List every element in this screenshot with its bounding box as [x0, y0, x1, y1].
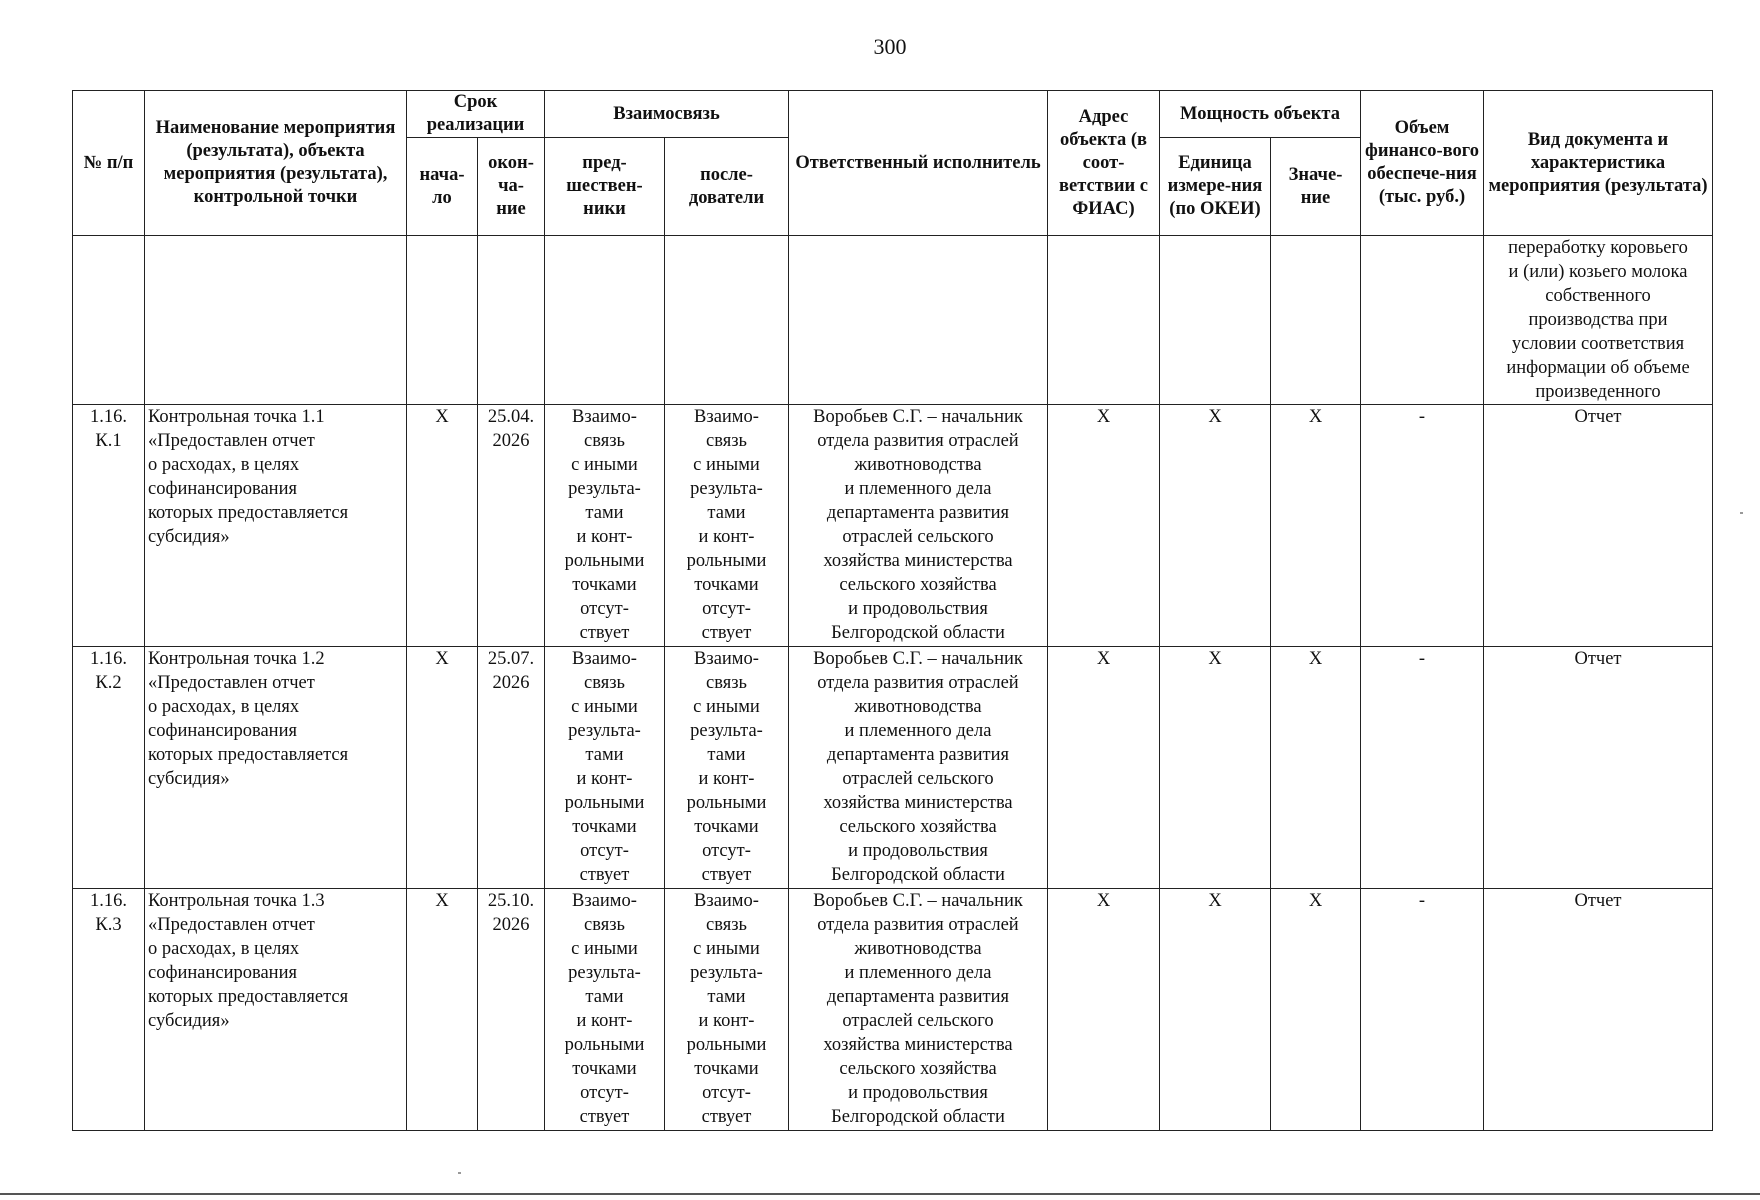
header-period-start: нача- ло [407, 138, 478, 236]
row-predecessors: Взаимо- связь с иными результа- тами и конт- рольными точками отсут- ствует [545, 889, 665, 1131]
row-start: X [407, 889, 478, 1131]
row-end: 25.04. 2026 [478, 405, 545, 647]
row-predecessors: Взаимо- связь с иными результа- тами и конт- рольными точками отсут- ствует [545, 405, 665, 647]
row-doc: Отчет [1484, 889, 1713, 1131]
row-successors: Взаимо- связь с иными результа- тами и конт- рольными точками отсут- ствует [665, 889, 789, 1131]
table-cell [407, 236, 478, 405]
row-end: 25.10. 2026 [478, 889, 545, 1131]
table-cell [1271, 236, 1361, 405]
header-capacity-unit: Единица измере-ния (по ОКЕИ) [1160, 138, 1271, 236]
row-unit: X [1160, 889, 1271, 1131]
row-name: Контрольная точка 1.3 «Предоставлен отчет о расходах, в целях софинансирования которых предоставляется субсидия» [145, 889, 407, 1131]
row-value: X [1271, 889, 1361, 1131]
table-cell [1048, 236, 1160, 405]
header-relation: Взаимосвязь [545, 91, 789, 138]
table-cell [73, 236, 145, 405]
header-relation-successors: после- дователи [665, 138, 789, 236]
row-address: X [1048, 647, 1160, 889]
table-row [73, 889, 1713, 1131]
scan-artifact [458, 1172, 461, 1174]
table-cell [665, 236, 789, 405]
header-responsible: Ответственный исполнитель [789, 91, 1048, 236]
row-unit: X [1160, 647, 1271, 889]
page-number: 300 [873, 34, 907, 59]
header-doc-type: Вид документа и характеристика мероприятия (результата) [1484, 91, 1713, 236]
row-start: X [407, 405, 478, 647]
row-end: 25.07. 2026 [478, 647, 545, 889]
row-num: 1.16. К.1 [73, 405, 145, 647]
row-start: X [407, 647, 478, 889]
header-finance: Объем финансо-вого обеспече-ния (тыс. руб.) [1361, 91, 1484, 236]
header-period: Срок реализации [407, 91, 545, 138]
header-capacity-value: Значе- ние [1271, 138, 1361, 236]
measures-table [72, 90, 1713, 1131]
row-unit: X [1160, 405, 1271, 647]
row-doc: Отчет [1484, 405, 1713, 647]
table-cell [478, 236, 545, 405]
row-address: X [1048, 405, 1160, 647]
header-period-end: окон- ча- ние [478, 138, 545, 236]
row-responsible: Воробьев С.Г. – начальник отдела развития отраслей животноводства и племенного дела департамента развития отраслей сельского хозяйства министерства сельского хозяйства и продовольствия Белгородской области [789, 647, 1048, 889]
table-cell [545, 236, 665, 405]
row-predecessors: Взаимо- связь с иными результа- тами и конт- рольными точками отсут- ствует [545, 647, 665, 889]
table-cell [145, 236, 407, 405]
row-doc: Отчет [1484, 647, 1713, 889]
header-relation-predecessors: пред- шествен- ники [545, 138, 665, 236]
header-capacity: Мощность объекта [1160, 91, 1361, 138]
continuation-row [73, 236, 1713, 405]
row-responsible: Воробьев С.Г. – начальник отдела развития отраслей животноводства и племенного дела департамента развития отраслей сельского хозяйства министерства сельского хозяйства и продовольствия Белгородской области [789, 405, 1048, 647]
row-value: X [1271, 647, 1361, 889]
row-num: 1.16. К.2 [73, 647, 145, 889]
row-name: Контрольная точка 1.2 «Предоставлен отчет о расходах, в целях софинансирования которых предоставляется субсидия» [145, 647, 407, 889]
header-num: № п/п [73, 91, 145, 236]
row-responsible: Воробьев С.Г. – начальник отдела развития отраслей животноводства и племенного дела департамента развития отраслей сельского хозяйства министерства сельского хозяйства и продовольствия Белгородской области [789, 889, 1048, 1131]
row-name: Контрольная точка 1.1 «Предоставлен отчет о расходах, в целях софинансирования которых предоставляется субсидия» [145, 405, 407, 647]
row-value: X [1271, 405, 1361, 647]
continuation-doc-text: переработку коровьего и (или) козьего молока собственного производства при условии соответствия информации об объеме произведенного [1484, 236, 1713, 405]
row-finance: - [1361, 405, 1484, 647]
page-bottom-edge [0, 1193, 1760, 1195]
row-successors: Взаимо- связь с иными результа- тами и конт- рольными точками отсут- ствует [665, 405, 789, 647]
table-row [73, 647, 1713, 889]
table-row [73, 405, 1713, 647]
row-address: X [1048, 889, 1160, 1131]
row-finance: - [1361, 647, 1484, 889]
header-name: Наименование мероприятия (результата), объекта мероприятия (результата), контрольной точки [145, 91, 407, 236]
scan-artifact [1740, 512, 1743, 514]
row-num: 1.16. К.3 [73, 889, 145, 1131]
table-cell [1361, 236, 1484, 405]
table-cell [1160, 236, 1271, 405]
row-finance: - [1361, 889, 1484, 1131]
row-successors: Взаимо- связь с иными результа- тами и конт- рольными точками отсут- ствует [665, 647, 789, 889]
table-cell [789, 236, 1048, 405]
header-address: Адрес объекта (в соот-ветствии с ФИАС) [1048, 91, 1160, 236]
